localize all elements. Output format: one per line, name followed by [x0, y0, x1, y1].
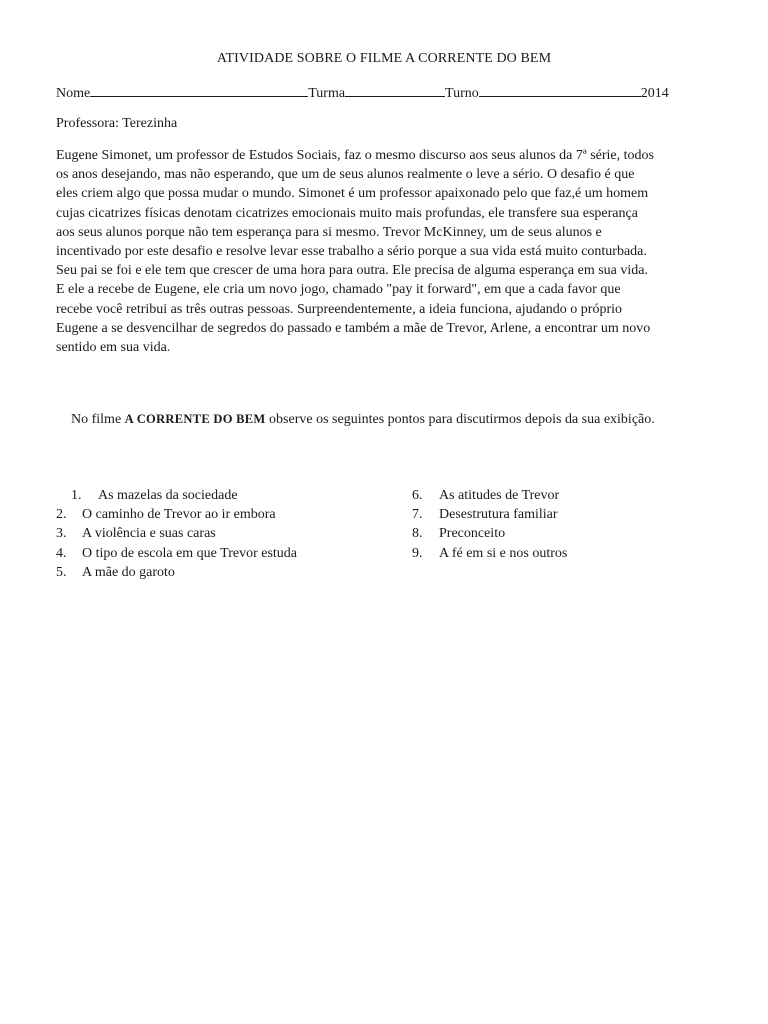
teacher-name: Professora: Terezinha: [56, 116, 178, 131]
synopsis-line: recebe você retribui as três outras pessoas. Surpreendentemente, a ideia funciona, ajudando o próprio: [56, 301, 623, 317]
list-item: [412, 505, 712, 524]
synopsis-line: Seu pai se foi e ele tem que crescer de uma hora para outra. Ele precisa de alguma esperança em sua vida.: [56, 263, 648, 279]
list-item: [412, 486, 712, 505]
list-text: O caminho de Trevor ao ir embora: [82, 507, 276, 523]
list-number: 5.: [56, 564, 67, 580]
list-text: O tipo de escola em que Trevor estuda: [82, 545, 298, 561]
synopsis-line: sentido em sua vida.: [56, 340, 171, 356]
synopsis-line: os anos desejando, mas não esperando, que um de seus alunos realmente o leve a sério. O desafio é que: [56, 167, 635, 183]
list-number: 4.: [56, 545, 67, 561]
synopsis-line: Eugene Simonet, um professor de Estudos Sociais, faz o mesmo discurso aos seus alunos da 7ª série, todos: [56, 148, 654, 163]
synopsis-line: Eugene a se desvencilhar de segredos do passado e também a mãe de Trevor, Arlene, a encontrar um novo: [56, 320, 651, 336]
list-number: 1.: [71, 488, 82, 503]
discussion-points-right: [412, 486, 712, 563]
student-info-line: [56, 84, 669, 102]
list-number: 8.: [412, 526, 423, 542]
turno-blank: [479, 84, 641, 97]
list-number: 3.: [56, 526, 67, 542]
list-item: [56, 563, 386, 582]
list-number: 2.: [56, 507, 67, 523]
list-item: [412, 544, 712, 563]
instruction-after: observe os seguintes pontos para discutirmos depois da sua exibição.: [265, 412, 655, 427]
synopsis-line: E ele a recebe de Eugene, ele cria um novo jogo, chamado "pay it forward", em que a cada favor que: [56, 282, 621, 298]
list-item: [56, 524, 386, 543]
turno-label: Turno: [445, 86, 479, 101]
list-number: 6.: [412, 488, 423, 503]
list-text: As atitudes de Trevor: [439, 488, 560, 503]
turma-blank: [345, 84, 445, 97]
instruction-text: [71, 412, 655, 428]
list-text: Desestrutura familiar: [439, 507, 558, 523]
document-title: ATIVIDADE SOBRE O FILME A CORRENTE DO BEM: [216, 51, 552, 66]
list-text: As mazelas da sociedade: [98, 488, 238, 503]
list-item: [56, 486, 386, 505]
list-text: Preconceito: [439, 526, 506, 542]
film-title-bold: A CORRENTE DO BEM: [124, 412, 266, 426]
nome-blank: [90, 84, 308, 97]
list-text: A fé em si e nos outros: [439, 545, 568, 561]
turma-label: Turma: [308, 86, 346, 101]
list-item: [56, 544, 386, 563]
film-synopsis: [56, 146, 722, 357]
list-item: [56, 505, 386, 524]
nome-label: Nome: [56, 86, 91, 101]
synopsis-line: incentivado por este desafio e resolve levar esse trabalho a sério porque a sua vida está muito conturbada.: [56, 244, 647, 260]
list-item: [412, 524, 712, 543]
synopsis-line: aos seus alunos porque não tem esperança para si mesmo. Trevor McKinney, um de seus alunos e: [56, 224, 602, 240]
discussion-points-left: [56, 486, 386, 582]
synopsis-line: eles criem algo que possa mudar o mundo. Simonet é um professor apaixonado pelo que faz,é um homem: [56, 186, 649, 202]
synopsis-line: cujas cicatrizes físicas denotam cicatrizes emocionais muito mais profundas, ele transfere sua esperança: [56, 205, 638, 221]
list-text: A mãe do garoto: [82, 564, 175, 580]
instruction-before: No filme: [71, 412, 125, 427]
list-number: 9.: [412, 545, 423, 561]
list-number: 7.: [412, 507, 423, 523]
year-label: 2014: [640, 86, 669, 101]
list-text: A violência e suas caras: [82, 526, 216, 542]
